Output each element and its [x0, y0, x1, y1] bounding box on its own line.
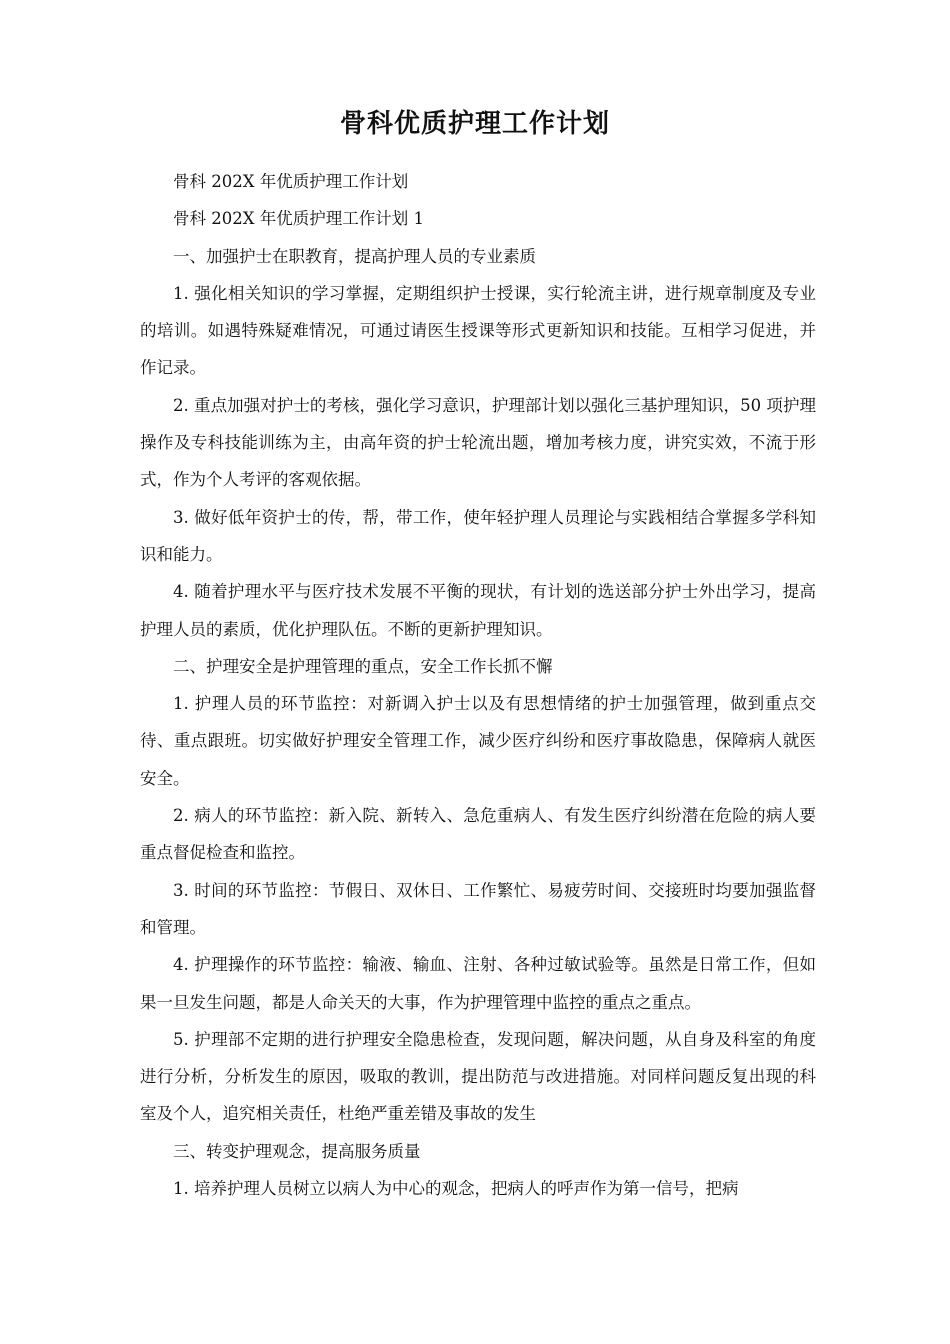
paragraph-1-2: 2. 重点加强对护士的考核，强化学习意识，护理部计划以强化三基护理知识，50 项护理操作及专科技能训练为主，由高年资的护士轮流出题，增加考核力度，讲究实效，不流于形式，作为个人考评的客观依据。 — [140, 395, 816, 490]
paragraph-1-4: 4. 随着护理水平与医疗技术发展不平衡的现状，有计划的选送部分护士外出学习，提高护理人员的素质，优化护理队伍。不断的更新护理知识。 — [140, 582, 816, 639]
subtitle-line: 骨科 202X 年优质护理工作计划 — [173, 172, 409, 191]
paragraph-2-4: 4. 护理操作的环节监控：输液、输血、注射、各种过敏试验等。虽然是日常工作，但如果一旦发生问题，都是人命关天的大事，作为护理管理中监控的重点之重点。 — [140, 955, 816, 1012]
paragraph-2-1: 1. 护理人员的环节监控：对新调入护士以及有思想情绪的护士加强管理，做到重点交待、重点跟班。切实做好护理安全管理工作，减少医疗纠纷和医疗事故隐患，保障病人就医安全。 — [140, 694, 816, 788]
section-heading-3: 三、转变护理观念，提高服务质量 — [173, 1141, 421, 1161]
paragraph-3-1: 1. 培养护理人员树立以病人为中心的观念，把病人的呼声作为第一信号，把病 — [173, 1179, 739, 1199]
paragraph-2-2: 2. 病人的环节监控：新入院、新转入、急危重病人、有发生医疗纠纷潜在危险的病人要重点督促检查和监控。 — [140, 806, 816, 863]
paragraph-1-3: 3. 做好低年资护士的传，帮，带工作，使年轻护理人员理论与实践相结合掌握多学科知识和能力。 — [140, 507, 816, 564]
document-body — [140, 163, 816, 1207]
paragraph-2-5: 5. 护理部不定期的进行护理安全隐患检查，发现问题，解决问题，从自身及科室的角度进行分析，分析发生的原因，吸取的教训，提出防范与改进措施。对同样问题反复出现的科室及个人，追究相关责任，杜绝严重差错及事故的发生 — [140, 1029, 816, 1124]
paragraph-1-1: 1. 强化相关知识的学习掌握，定期组织护士授课，实行轮流主讲，进行规章制度及专业的培训。如遇特殊疑难情况，可通过请医生授课等形式更新知识和技能。互相学习促进，并作记录。 — [140, 283, 816, 378]
paragraph-2-3: 3. 时间的环节监控：节假日、双休日、工作繁忙、易疲劳时间、交接班时均要加强监督和管理。 — [140, 880, 816, 937]
subtitle-line-1: 骨科 202X 年优质护理工作计划 1 — [173, 209, 424, 229]
document-title: 骨科优质护理工作计划 — [339, 109, 610, 139]
section-heading-1: 一、加强护士在职教育，提高护理人员的专业素质 — [173, 246, 536, 266]
section-heading-2: 二、护理安全是护理管理的重点，安全工作长抓不懈 — [173, 656, 553, 676]
